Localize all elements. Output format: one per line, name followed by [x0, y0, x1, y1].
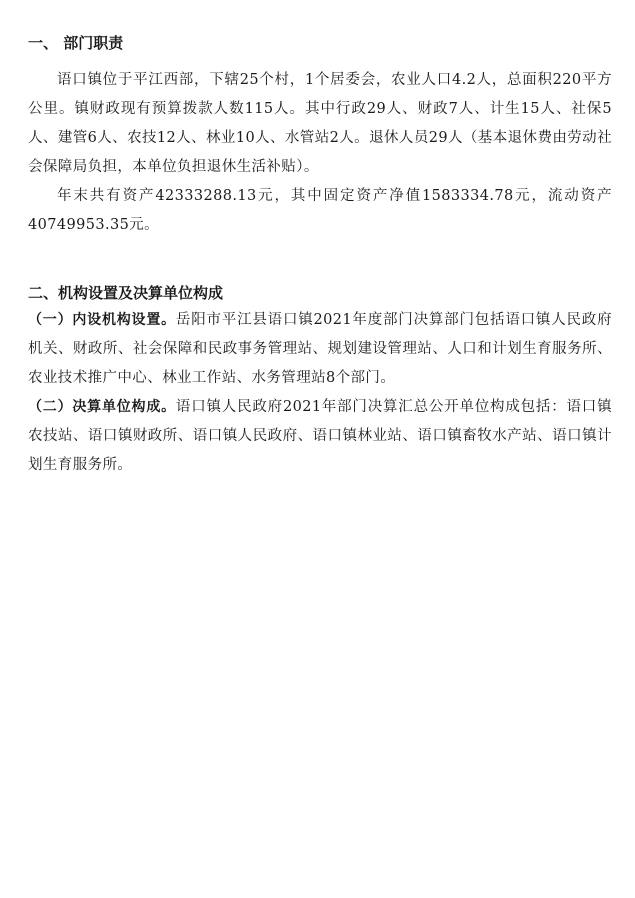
document-page [28, 30, 612, 480]
accounting-units-text: 语口镇人民政府2021年部门决算汇总公开单位构成包括：语口镇农技站、语口镇财政所、语口镇人民政府、语口镇林业站、语口镇畜牧水产站、语口镇计划生育服务所。 [28, 399, 612, 473]
paragraph-assets: 年末共有资产42333288.13元，其中固定资产净值1583334.78元，流动资产40749953.35元。 [28, 188, 612, 233]
paragraph-internal-structure [28, 306, 612, 393]
paragraph-accounting-units [28, 393, 612, 480]
paragraph-overview: 语口镇位于平江西部，下辖25个村，1个居委会，农业人口4.2人，总面积220平方公里。镇财政现有预算拨款人数115人。其中行政29人、财政7人、计生15人、社保5人、建管6人、农技12人、林业10人、水管站2人。退休人员29人（基本退休费由劳动社会保障局负担，本单位负担退休生活补贴）。 [28, 72, 612, 175]
subheading-internal: （一）内设机构设置。 [28, 312, 176, 328]
section-heading-structure: 二、机构设置及决算单位构成 [28, 284, 224, 302]
subheading-units: （二）决算单位构成。 [28, 399, 176, 415]
internal-structure-text: 岳阳市平江县语口镇2021年度部门决算部门包括语口镇人民政府机关、财政所、社会保障和民政事务管理站、规划建设管理站、人口和计划生育服务所、农业技术推广中心、林业工作站、水务管理站8个部门。 [28, 312, 612, 386]
spacer [28, 56, 612, 66]
spacer [28, 240, 612, 280]
section-heading-duties: 一、 部门职责 [28, 34, 124, 52]
